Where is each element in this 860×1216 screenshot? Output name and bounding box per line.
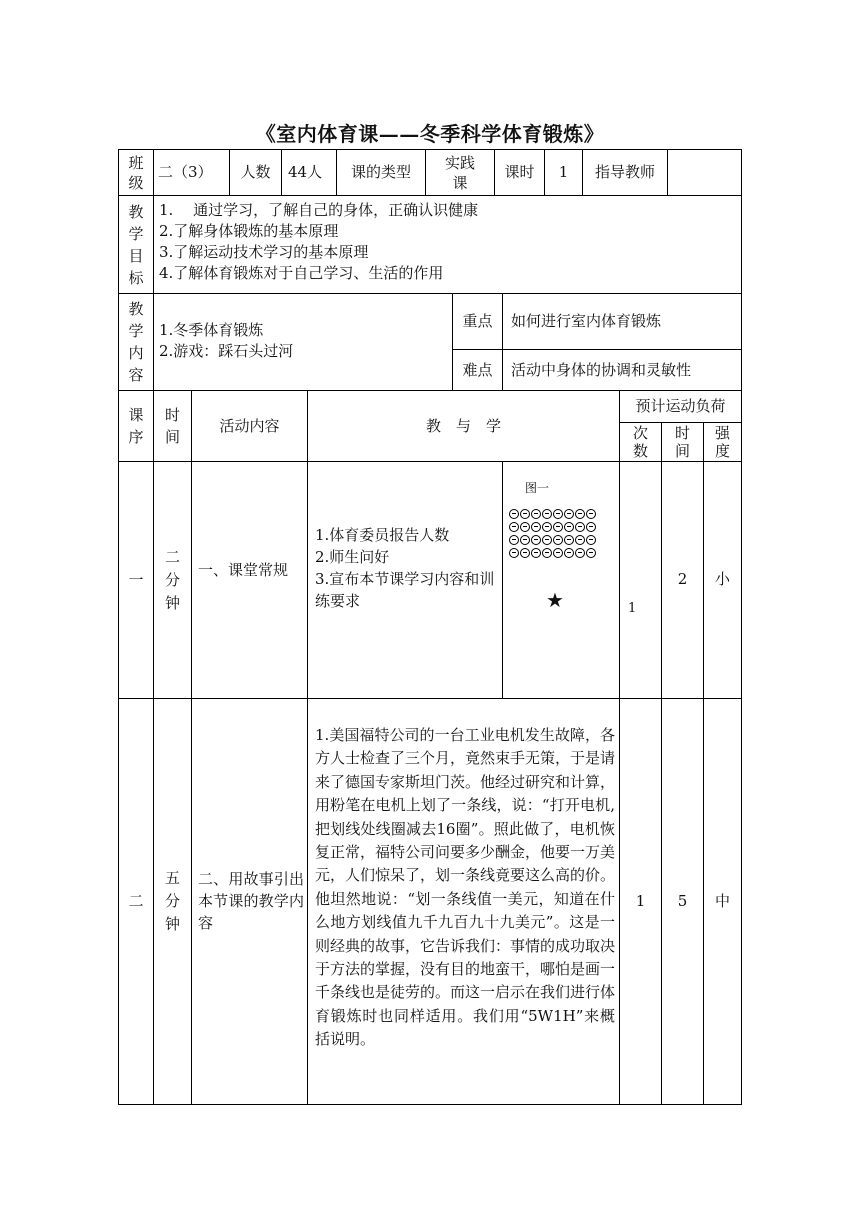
student-icon [553, 509, 563, 519]
time-header: 时间 [164, 406, 180, 446]
lesson-type-value: 实践课 [444, 153, 475, 192]
student-icon [564, 509, 574, 519]
intensity-header: 强度 [714, 424, 730, 460]
student-icon [586, 522, 596, 532]
key-point-value: 如何进行室内体育锻炼 [511, 312, 662, 330]
row-activity: 二、用故事引出本节课的教学内容 [198, 870, 304, 932]
formation-row [508, 518, 608, 531]
difficulty-label: 难点 [462, 360, 493, 379]
student-icon [520, 522, 530, 532]
content-item: 1.冬季体育锻炼 [159, 321, 264, 339]
student-icon [509, 548, 519, 558]
student-icon [564, 535, 574, 545]
row-time: 五分钟 [164, 869, 180, 933]
teacher-label: 指导教师 [594, 163, 655, 181]
row-intensity: 小 [714, 569, 730, 588]
row-duration: 5 [677, 891, 688, 910]
objectives-label: 教学目标 [128, 202, 144, 287]
student-icon [520, 535, 530, 545]
times-header: 次数 [632, 424, 648, 460]
row-intensity: 中 [714, 891, 730, 910]
student-icon [531, 509, 541, 519]
formation-row [508, 505, 608, 518]
duration-header: 时间 [674, 424, 690, 460]
student-icon [520, 548, 530, 558]
difficulty-value: 活动中身体的协调和灵敏性 [511, 360, 692, 379]
key-point-label: 重点 [462, 312, 493, 330]
content-label: 教学内容 [128, 300, 144, 384]
class-value: 二（3） [158, 163, 213, 181]
student-icon [575, 522, 585, 532]
student-icon [531, 535, 541, 545]
formation-row [508, 544, 608, 557]
student-icon [542, 535, 552, 545]
student-icon [542, 509, 552, 519]
activity-header: 活动内容 [219, 416, 280, 435]
student-icon [520, 509, 530, 519]
row-teach-content: 1.美国福特公司的一台工业电机发生故障，各方人士检查了三个月，竟然束手无策，于是请来了德国专家斯坦门茨。他经过研究和计算，用粉笔在电机上划了一条线，说：“打开电机,把划线处线圈减去16圈”。照此做了，电机恢复正常，福特公司问要多少酬金，他要一万美元，人们惊呆了，划一条线竟要这么高的价。他坦然地说：“划一条线值一美元，知道在什么地方划线值九千九百九十九美元”。这是一则经典的故事，它告诉我们：事情的成功取决于方法的掌握，没有目的地蛮干，哪怕是画一千条线也是徒劳的。而这一启示在我们进行体育锻炼时也同样适用。我们用“5W1H”来概括说明。 [315, 726, 616, 1049]
student-icon [575, 535, 585, 545]
row-times: 1 [628, 601, 637, 616]
row-order: 一 [128, 570, 144, 589]
order-header: 课序 [128, 406, 144, 446]
student-icon [564, 548, 574, 558]
student-icon [553, 535, 563, 545]
student-icon [509, 535, 519, 545]
student-icon [542, 522, 552, 532]
student-icon [509, 522, 519, 532]
objective-item: 1. 通过学习，了解自己的身体，正确认识健康 [159, 201, 479, 219]
teach-learn-header: 教 与 学 [425, 416, 501, 435]
row-teach-content: 1.体育委员报告人数 2.师生问好 3.宣布本节课学习内容和训练要求 [315, 526, 495, 610]
content-item: 2.游戏：踩石头过河 [159, 342, 294, 360]
student-icon [531, 548, 541, 558]
teacher-star-icon: ★ [546, 588, 564, 612]
row-duration: 2 [677, 569, 688, 588]
student-icon [586, 509, 596, 519]
count-value: 44人 [288, 163, 323, 181]
student-icon [553, 548, 563, 558]
student-icon [575, 548, 585, 558]
formation-row [508, 531, 608, 544]
student-icon [564, 522, 574, 532]
student-icon [542, 548, 552, 558]
row-time: 二分钟 [164, 547, 180, 612]
objective-item: 2.了解身体锻炼的基本原理 [159, 222, 339, 240]
student-icon [586, 535, 596, 545]
student-formation [508, 505, 608, 557]
objective-item: 4.了解体育锻炼对于自己学习、生活的作用 [159, 264, 444, 282]
student-icon [553, 522, 563, 532]
student-icon [586, 548, 596, 558]
student-icon [509, 509, 519, 519]
period-value: 1 [558, 163, 569, 181]
class-label: 班级 [128, 153, 144, 192]
document-title: 《室内体育课——冬季科学体育锻炼》 [255, 122, 605, 146]
objective-item: 3.了解运动技术学习的基本原理 [159, 243, 369, 261]
student-icon [531, 522, 541, 532]
period-label: 课时 [504, 163, 535, 181]
count-label: 人数 [240, 163, 271, 181]
lesson-type-label: 课的类型 [350, 163, 411, 181]
row-activity: 一、课堂常规 [198, 561, 289, 579]
figure-label: 图一 [525, 481, 550, 495]
load-header: 预计运动负荷 [635, 397, 726, 415]
row-times: 1 [635, 891, 646, 910]
student-icon [575, 509, 585, 519]
row-order: 二 [128, 892, 144, 910]
